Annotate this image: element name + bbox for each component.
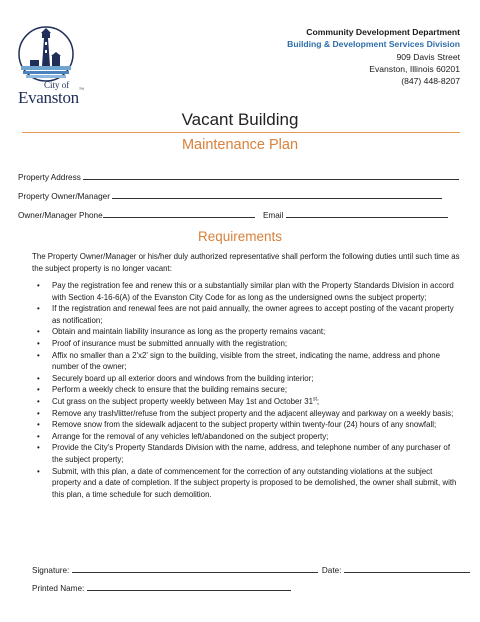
property-address-line[interactable] — [83, 172, 459, 180]
requirements-list — [34, 280, 462, 500]
printed-name-label: Printed Name: — [32, 584, 85, 593]
list-item: • If the registration and renewal fees are not paid annually, the owner agrees to accept posting of the vacant property as notification; — [34, 303, 462, 326]
signature-line[interactable] — [72, 565, 318, 573]
street-address: 909 Davis Street — [396, 51, 460, 62]
page-title: Vacant Building — [181, 110, 299, 129]
list-item: • Cut grass on the subject property weekly between May 1st and October 31st; — [34, 396, 462, 408]
city-state-zip: Evanston, Illinois 60201 — [369, 63, 460, 74]
division-name: Building & Development Services Division — [287, 39, 460, 50]
page-subtitle: Maintenance Plan — [181, 137, 299, 153]
list-item: • Securely board up all exterior doors and windows from the building interior; — [34, 373, 462, 385]
date-line[interactable] — [344, 565, 470, 573]
property-address-label: Property Address — [18, 173, 81, 182]
department-name: Community Development Department — [306, 27, 460, 37]
requirements-intro: The Property Owner/Manager or his/her duly authorized representative shall perform the following duties until such time as the subject property is no longer vacant: — [32, 252, 460, 274]
owner-phone-field — [18, 210, 448, 220]
logo-city-of: City of — [44, 80, 70, 90]
list-item: • Perform a weekly check to ensure that the building remains secure; — [34, 384, 462, 396]
list-item: • Proof of insurance must be submitted annually with the registration; — [34, 338, 462, 350]
list-item: • Arrange for the removal of any vehicles left/abandoned on the subject property; — [34, 431, 462, 443]
department-address-block — [287, 26, 460, 87]
signature-field — [32, 565, 470, 575]
list-item: • Obtain and maintain liability insurance as long as the property remains vacant; — [34, 326, 462, 338]
printed-name-line[interactable] — [87, 583, 291, 591]
property-owner-label: Property Owner/Manager — [18, 192, 110, 201]
owner-phone-line[interactable] — [103, 210, 255, 218]
title-divider — [22, 132, 460, 133]
list-item: • Remove snow from the sidewalk adjacent to the subject property within twenty-four (24) hours of any snowfall; — [34, 419, 462, 431]
phone-number: (847) 448-8207 — [401, 76, 460, 87]
requirements-heading: Requirements — [197, 229, 283, 244]
property-owner-line[interactable] — [112, 191, 442, 199]
list-item: • Remove any trash/litter/refuse from the subject property and the adjacent alleyway and parkway on a weekly basis; — [34, 408, 462, 420]
email-line[interactable] — [286, 210, 448, 218]
list-item: • Submit, with this plan, a date of commencement for the correction of any outstanding violations at the subject property and a date of completion. If the subject property is proposed to be demolished, the owner shall submit, with this plan, a time schedule for such demolition. — [34, 466, 462, 501]
logo-name: Evanston™ — [18, 88, 84, 107]
email-label: Email — [262, 211, 284, 220]
owner-phone-label: Owner/Manager Phone — [18, 211, 103, 220]
signature-label: Signature: — [32, 566, 70, 575]
list-item: • Pay the registration fee and renew this or a substantially similar plan with the Property Standards Division in accord with Section 4-16-6(A) of the Evanston City Code for as long as the undersigned owns the subject property; — [34, 280, 462, 303]
printed-name-field — [32, 583, 291, 593]
list-item: • Provide the City's Property Standards Division with the name, address, and telephone number of any purchaser of the subject property; — [34, 442, 462, 465]
date-label: Date: — [321, 566, 342, 575]
property-address-field — [18, 172, 459, 182]
list-item: • Affix no smaller than a 2'x2' sign to the building, visible from the street, indicating the name, address and phone number of the owner; — [34, 350, 462, 373]
property-owner-field — [18, 191, 442, 201]
